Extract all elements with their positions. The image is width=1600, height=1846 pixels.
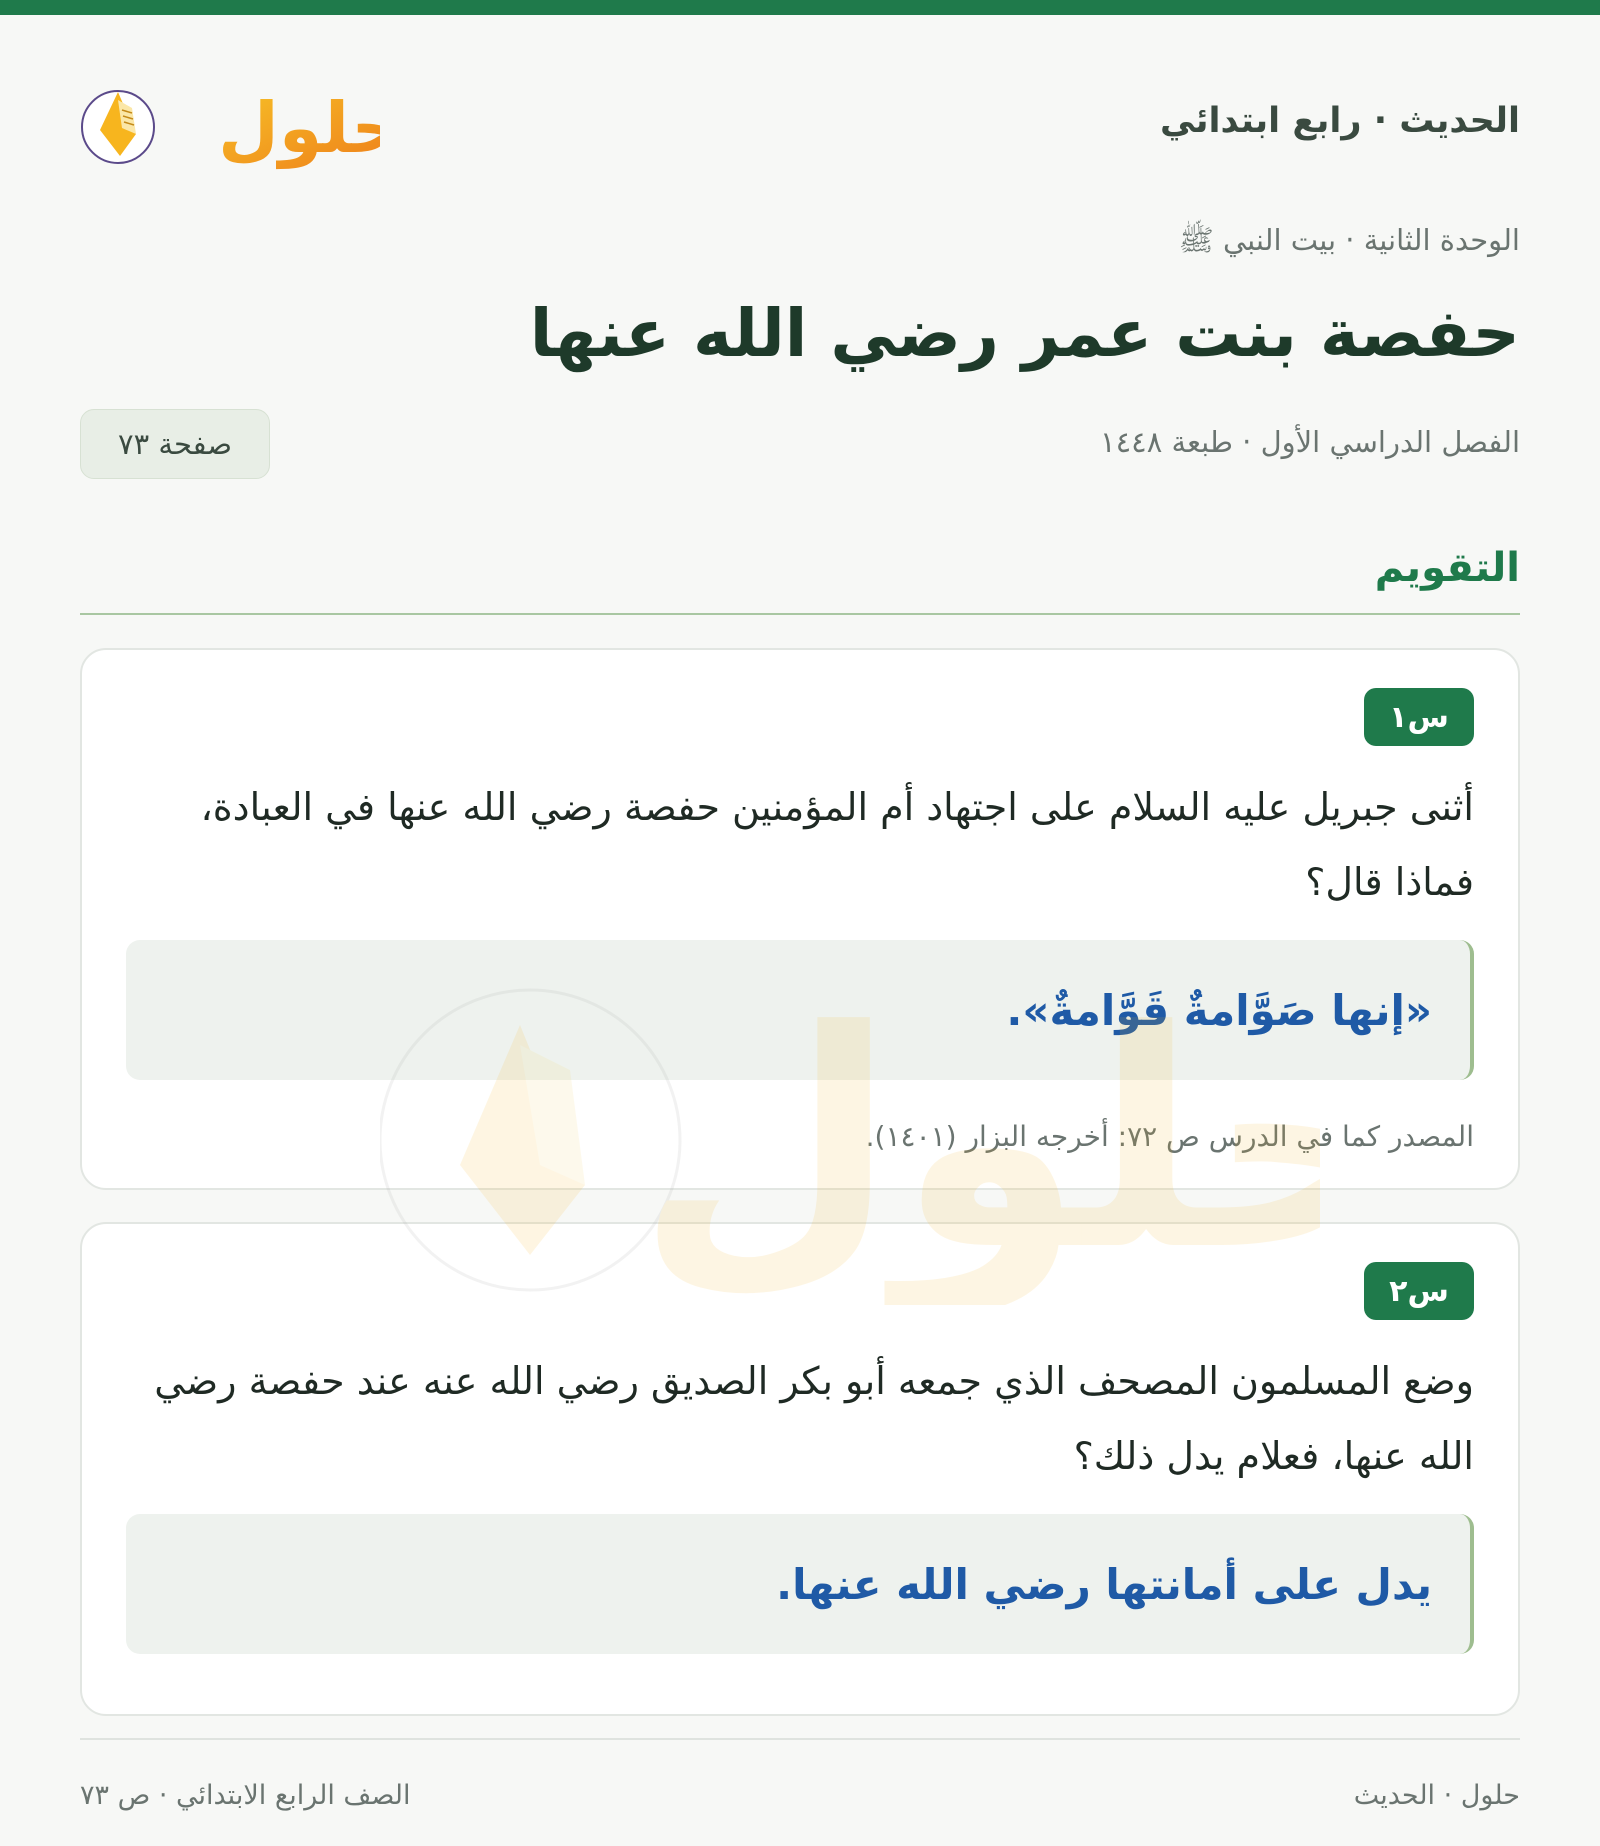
question-badge: س٢ <box>1364 1262 1474 1320</box>
logo-graphic <box>80 70 380 180</box>
unit-label: الوحدة الثانية · بيت النبي ﷺ <box>1178 223 1520 257</box>
question-text: أثنى جبريل عليه السلام على اجتهاد أم المؤمنين حفصة رضي الله عنها في العبادة، فماذا قال؟ <box>200 785 1474 904</box>
question-badge: س١ <box>1364 688 1474 746</box>
question-card-1 <box>80 648 1520 1190</box>
hulul-logo[interactable] <box>80 70 380 180</box>
footer-grade-page-label: الصف الرابع الابتدائي · ص ٧٣ <box>80 1780 411 1811</box>
section-divider <box>80 613 1520 615</box>
footer-divider <box>80 1738 1520 1740</box>
term-edition-label: الفصل الدراسي الأول · طبعة ١٤٤٨ <box>1100 425 1520 459</box>
question-card-2 <box>80 1222 1520 1716</box>
answer-box <box>126 940 1474 1080</box>
footer-site-label: حلول · الحديث <box>1353 1780 1520 1811</box>
source-note: المصدر كما في الدرس ص ٧٢: أخرجه البزار (١٤٠١). <box>865 1120 1474 1153</box>
answer-box <box>126 1514 1474 1654</box>
section-title: التقويم <box>1374 545 1520 591</box>
subject-grade-label: الحديث · رابع ابتدائي <box>1159 101 1520 141</box>
answer-text: «إنها صَوَّامةٌ قَوَّامةٌ». <box>1006 985 1432 1035</box>
page <box>80 15 1520 1846</box>
page-number-badge: صفحة ٧٣ <box>80 409 270 479</box>
page-header <box>80 15 1520 185</box>
question-text: وضع المسلمون المصحف الذي جمعه أبو بكر الصديق رضي الله عنه عند حفصة رضي الله عنها، فعلام يدل ذلك؟ <box>154 1359 1474 1478</box>
answer-text: يدل على أمانتها رضي الله عنها. <box>776 1559 1432 1609</box>
top-accent-bar <box>0 0 1600 15</box>
lesson-title: حفصة بنت عمر رضي الله عنها <box>529 295 1520 372</box>
logo-text: حلول <box>218 87 380 169</box>
